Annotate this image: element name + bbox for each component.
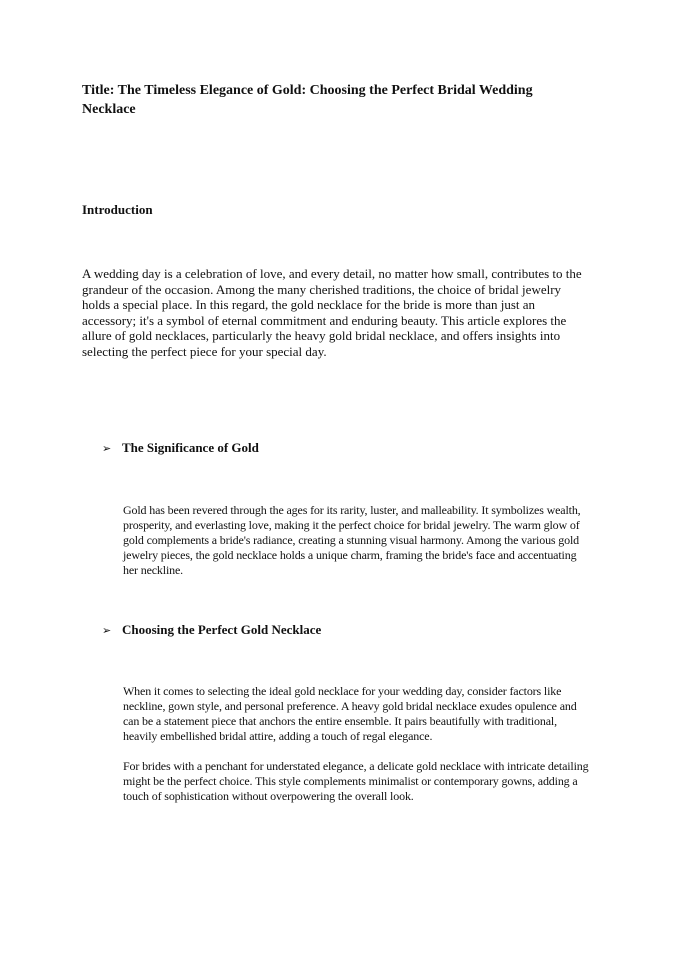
section-heading-text: The Significance of Gold [122,440,259,455]
introduction-heading: Introduction [82,202,153,217]
document-title: Title: The Timeless Elegance of Gold: Choosing the Perfect Bridal Wedding Necklace [82,83,533,117]
choosing-paragraph-1: When it comes to selecting the ideal gold necklace for your wedding day, consider factors like neckline, gown style, and personal preference. A heavy gold bridal necklace exudes opulence and can be a statement piece that anchors the entire ensemble. It pairs beautifully with traditional, heavily embellished bridal attire, adding a touch of regal elegance. [123,684,577,743]
arrow-bullet-icon: ➢ [102,442,112,455]
significance-paragraph: Gold has been revered through the ages for its rarity, luster, and malleability. It symbolizes wealth, prosperity, and everlasting love, making it the perfect choice for bridal jewelry. The warm glow of gold complements a bride's radiance, creating a stunning visual harmony. Among the various gold jewelry pieces, the gold necklace holds a unique charm, framing the bride's face and accentuating her neckline. [123,503,581,577]
section-heading-choosing [102,622,321,638]
choosing-paragraph-2: For brides with a penchant for understated elegance, a delicate gold necklace with intricate detailing might be the perfect choice. This style complements minimalist or contemporary gowns, adding a touch of sophistication without overpowering the overall look. [123,759,589,803]
section-heading-text: Choosing the Perfect Gold Necklace [122,622,322,637]
section-heading-significance [102,440,259,456]
introduction-paragraph: A wedding day is a celebration of love, and every detail, no matter how small, contributes to the grandeur of the occasion. Among the many cherished traditions, the choice of bridal jewelry holds a special place. In this regard, the gold necklace for the bride is more than just an accessory; it's a symbol of eternal commitment and enduring beauty. This article explores the allure of gold necklaces, particularly the heavy gold bridal necklace, and offers insights into selecting the perfect piece for your special day. [82,266,582,359]
arrow-bullet-icon: ➢ [102,624,112,637]
